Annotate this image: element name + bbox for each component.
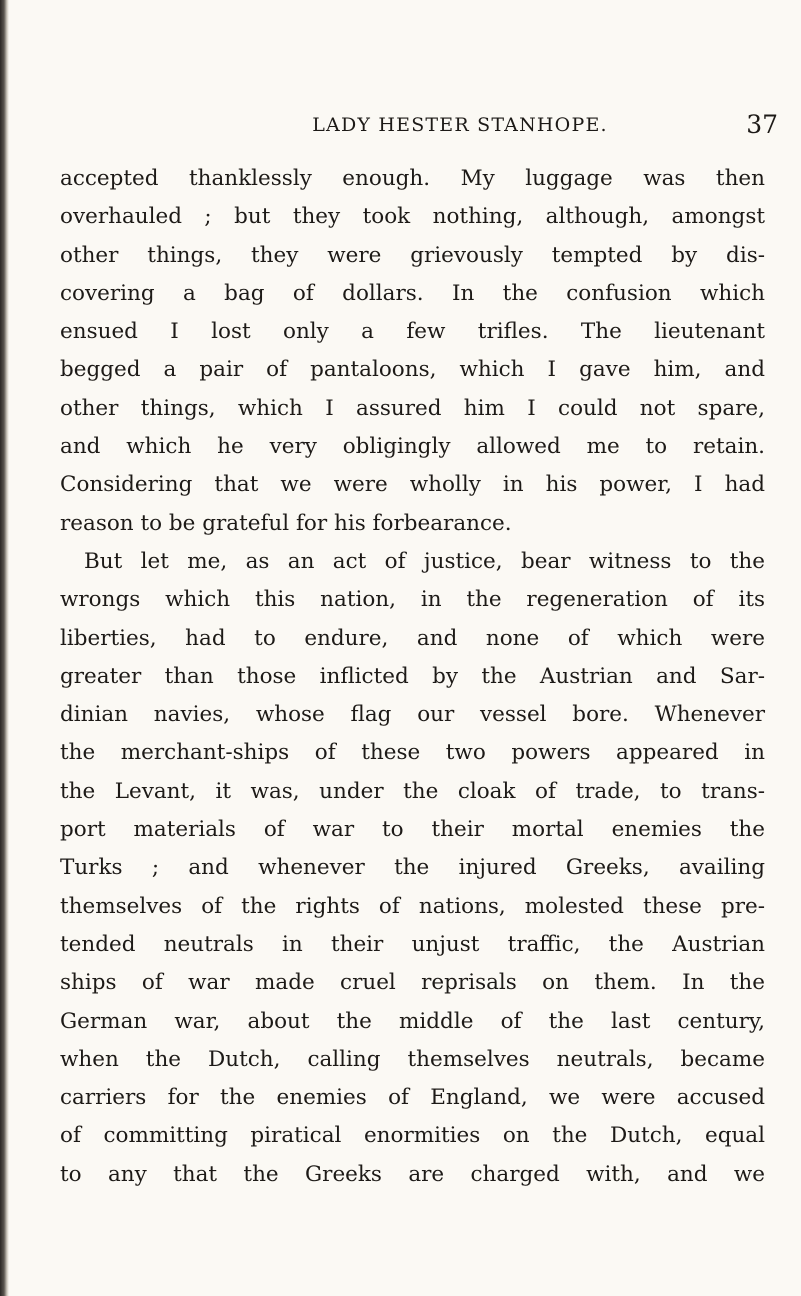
text-line: tended neutrals in their unjust traffic, the Austrian: [60, 931, 765, 957]
running-head: [150, 110, 778, 144]
page-number: 37: [746, 110, 778, 139]
paragraph-start-line: But let me, as an act of justice, bear witness to the: [84, 548, 765, 574]
text-line: other things, which I assured him I could not spare,: [60, 395, 765, 421]
text-line: Turks ; and whenever the injured Greeks, availing: [60, 855, 765, 881]
text-line: themselves of the rights of nations, molested these pre-: [60, 893, 765, 919]
text-line: overhauled ; but they took nothing, although, amongst: [60, 204, 765, 230]
text-line: begged a pair of pantaloons, which I gave him, and: [60, 357, 765, 383]
text-line: ensued I lost only a few trifles. The lieutenant: [60, 319, 765, 345]
page-binding-edge: [0, 0, 9, 1296]
text-line: Considering that we were wholly in his power, I had: [60, 472, 765, 498]
text-line: of committing piratical enormities on the Dutch, equal: [60, 1123, 765, 1149]
body-text: [60, 160, 765, 1194]
text-line: wrongs which this nation, in the regeneration of its: [60, 587, 765, 613]
text-line: German war, about the middle of the last century,: [60, 1008, 765, 1034]
text-line: the Levant, it was, under the cloak of trade, to trans-: [60, 778, 765, 804]
text-line: covering a bag of dollars. In the confusion which: [60, 280, 765, 306]
text-line: carriers for the enemies of England, we were accused: [60, 1085, 765, 1111]
text-line: other things, they were grievously tempted by dis-: [60, 242, 765, 268]
text-line: greater than those inflicted by the Austrian and Sar-: [60, 663, 765, 689]
text-line: and which he very obligingly allowed me to retain.: [60, 434, 765, 460]
running-head-title: LADY HESTER STANHOPE.: [312, 114, 608, 136]
text-line: the merchant-ships of these two powers appeared in: [60, 740, 765, 766]
text-line: to any that the Greeks are charged with, and we: [60, 1161, 765, 1187]
text-line: reason to be grateful for his forbearance.: [60, 510, 512, 536]
text-line: port materials of war to their mortal enemies the: [60, 817, 765, 843]
text-line: liberties, had to endure, and none of which were: [60, 625, 765, 651]
text-line: dinian navies, whose flag our vessel bore. Whenever: [60, 702, 765, 728]
text-line: ships of war made cruel reprisals on them. In the: [60, 970, 765, 996]
text-line: accepted thanklessly enough. My luggage was then: [60, 166, 765, 191]
text-line: when the Dutch, calling themselves neutrals, became: [60, 1046, 765, 1072]
